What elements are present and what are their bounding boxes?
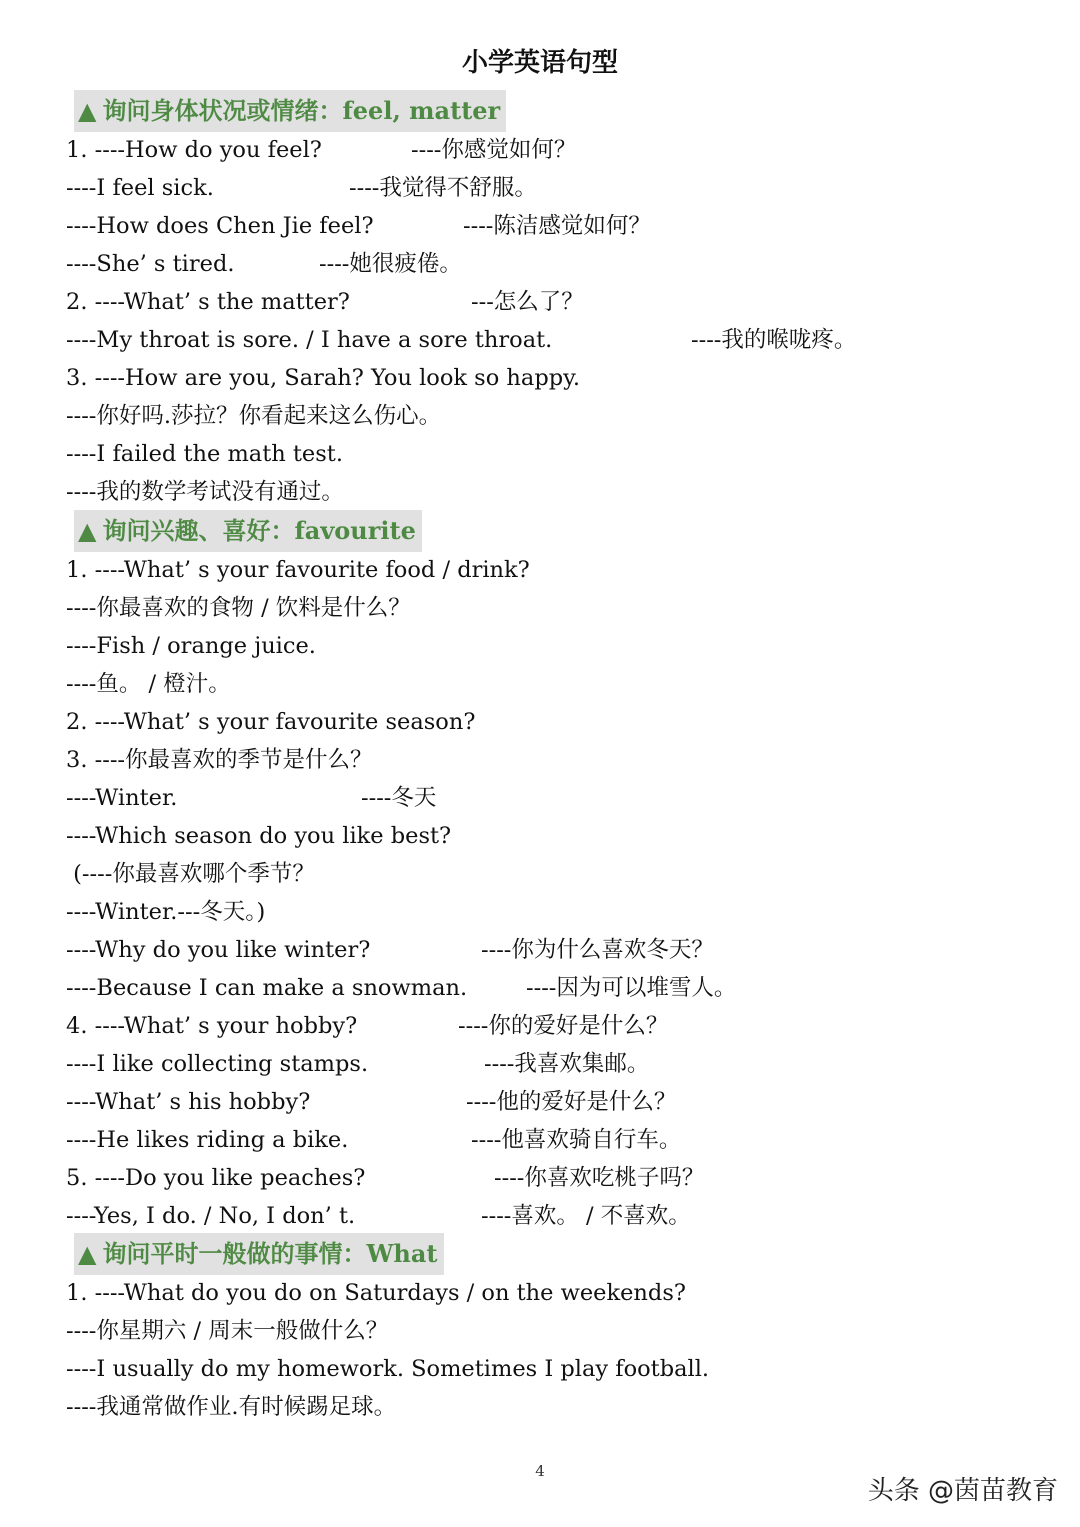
text-line [66,1159,1026,1197]
line-text: 3. ----How are you, Sarah? You look so happy. [66,365,580,391]
text-line [66,1045,1026,1083]
line-text: ----你星期六 / 周末一般做什么？ [66,1318,389,1344]
line-text: 4. ----What’ s your hobby? [66,1013,358,1039]
text-line [66,207,1026,245]
line-translation: ----我觉得不舒服。 [349,175,537,201]
line-translation: ----因为可以堆雪人。 [526,975,737,1001]
line-text: ----Winter.---冬天。) [66,899,266,925]
text-line [66,1312,1026,1350]
text-line [66,551,1026,589]
text-line [66,741,1026,779]
line-text: 1. ----What’ s your favourite food / drink? [66,557,530,583]
line-text: ----你好吗.莎拉？你看起来这么伤心。 [66,403,442,429]
text-line [66,969,1026,1007]
triangle-marker-icon: ▲ [78,96,97,125]
line-text: ----Winter. [66,785,178,811]
line-text: ----I failed the math test. [66,441,343,467]
line-text: ----She’ s tired. [66,251,235,277]
text-line [66,1388,1026,1426]
line-text: (----你最喜欢哪个季节？ [66,861,315,887]
section-heading [74,1233,444,1275]
text-line [66,1121,1026,1159]
line-text: ----What’ s his hobby? [66,1089,311,1115]
line-text: 1. ----What do you do on Saturdays / on the weekends? [66,1280,686,1306]
line-text: ----你最喜欢的食物 / 饮料是什么？ [66,595,411,621]
line-translation: ----他的爱好是什么？ [466,1089,677,1115]
text-line [66,817,1026,855]
line-translation: ----你喜欢吃桃子吗？ [494,1165,705,1191]
triangle-marker-icon: ▲ [78,516,97,545]
line-translation: ----喜欢。 / 不喜欢。 [481,1203,691,1229]
text-line [66,1350,1026,1388]
line-text: ----How does Chen Jie feel? [66,213,374,239]
text-line [66,397,1026,435]
text-line [66,1274,1026,1312]
line-text: ----Fish / orange juice. [66,633,316,659]
line-text: ----Because I can make a snowman. [66,975,468,1001]
text-line [66,665,1026,703]
text-line [66,359,1026,397]
watermark: 头条 @茵苗教育 [867,1476,1058,1506]
line-translation: ----陈洁感觉如何？ [463,213,651,239]
text-line [66,435,1026,473]
text-line [66,779,1026,817]
line-translation: ----我的喉咙疼。 [691,327,857,353]
line-text: 2. ----What’ s the matter? [66,289,350,315]
line-translation: ----你为什么喜欢冬天？ [481,937,714,963]
line-text: ----My throat is sore. / I have a sore throat. [66,327,553,353]
line-text: ----I feel sick. [66,175,214,201]
text-line [66,473,1026,511]
text-line [66,1197,1026,1235]
section-heading [74,510,422,552]
line-text: ----鱼。 / 橙汁。 [66,671,231,697]
text-line [66,245,1026,283]
line-translation: ----你感觉如何？ [411,137,577,163]
section-heading-text: 询问兴趣、喜好：favourite [102,516,416,545]
text-line [66,627,1026,665]
section-heading-text: 询问身体状况或情绪：feel, matter [102,96,501,125]
line-translation: ---怎么了？ [471,289,584,315]
section-heading-text: 询问平时一般做的事情：What [102,1239,438,1268]
line-text: 3. ----你最喜欢的季节是什么？ [66,747,373,773]
line-text: ----Why do you like winter? [66,937,371,963]
line-text: ----Which season do you like best? [66,823,452,849]
section-heading [74,90,506,132]
text-line [66,703,1026,741]
text-line [66,893,1026,931]
text-line [66,931,1026,969]
triangle-marker-icon: ▲ [78,1239,97,1268]
text-line [66,855,1026,893]
line-text: ----I usually do my homework. Sometimes I play football. [66,1356,710,1382]
line-translation: ----她很疲倦。 [319,251,462,277]
page-number: 4 [535,1462,545,1480]
line-translation: ----他喜欢骑自行车。 [471,1127,682,1153]
text-line [66,1007,1026,1045]
line-text: ----我的数学考试没有通过。 [66,479,344,505]
line-text: ----Yes, I do. / No, I don’ t. [66,1203,356,1229]
line-text: 2. ----What’ s your favourite season? [66,709,476,735]
line-text: ----I like collecting stamps. [66,1051,369,1077]
text-line [66,283,1026,321]
text-line [66,131,1026,169]
line-text: 5. ----Do you like peaches? [66,1165,366,1191]
text-line [66,1083,1026,1121]
line-translation: ----你的爱好是什么？ [458,1013,669,1039]
line-text: ----我通常做作业.有时候踢足球。 [66,1394,397,1420]
line-translation: ----我喜欢集邮。 [484,1051,650,1077]
line-text: ----He likes riding a bike. [66,1127,349,1153]
page-title: 小学英语句型 [461,48,618,78]
line-text: 1. ----How do you feel? [66,137,322,163]
text-line [66,321,1026,359]
text-line [66,169,1026,207]
text-line [66,589,1026,627]
line-translation: ----冬天 [361,785,437,811]
